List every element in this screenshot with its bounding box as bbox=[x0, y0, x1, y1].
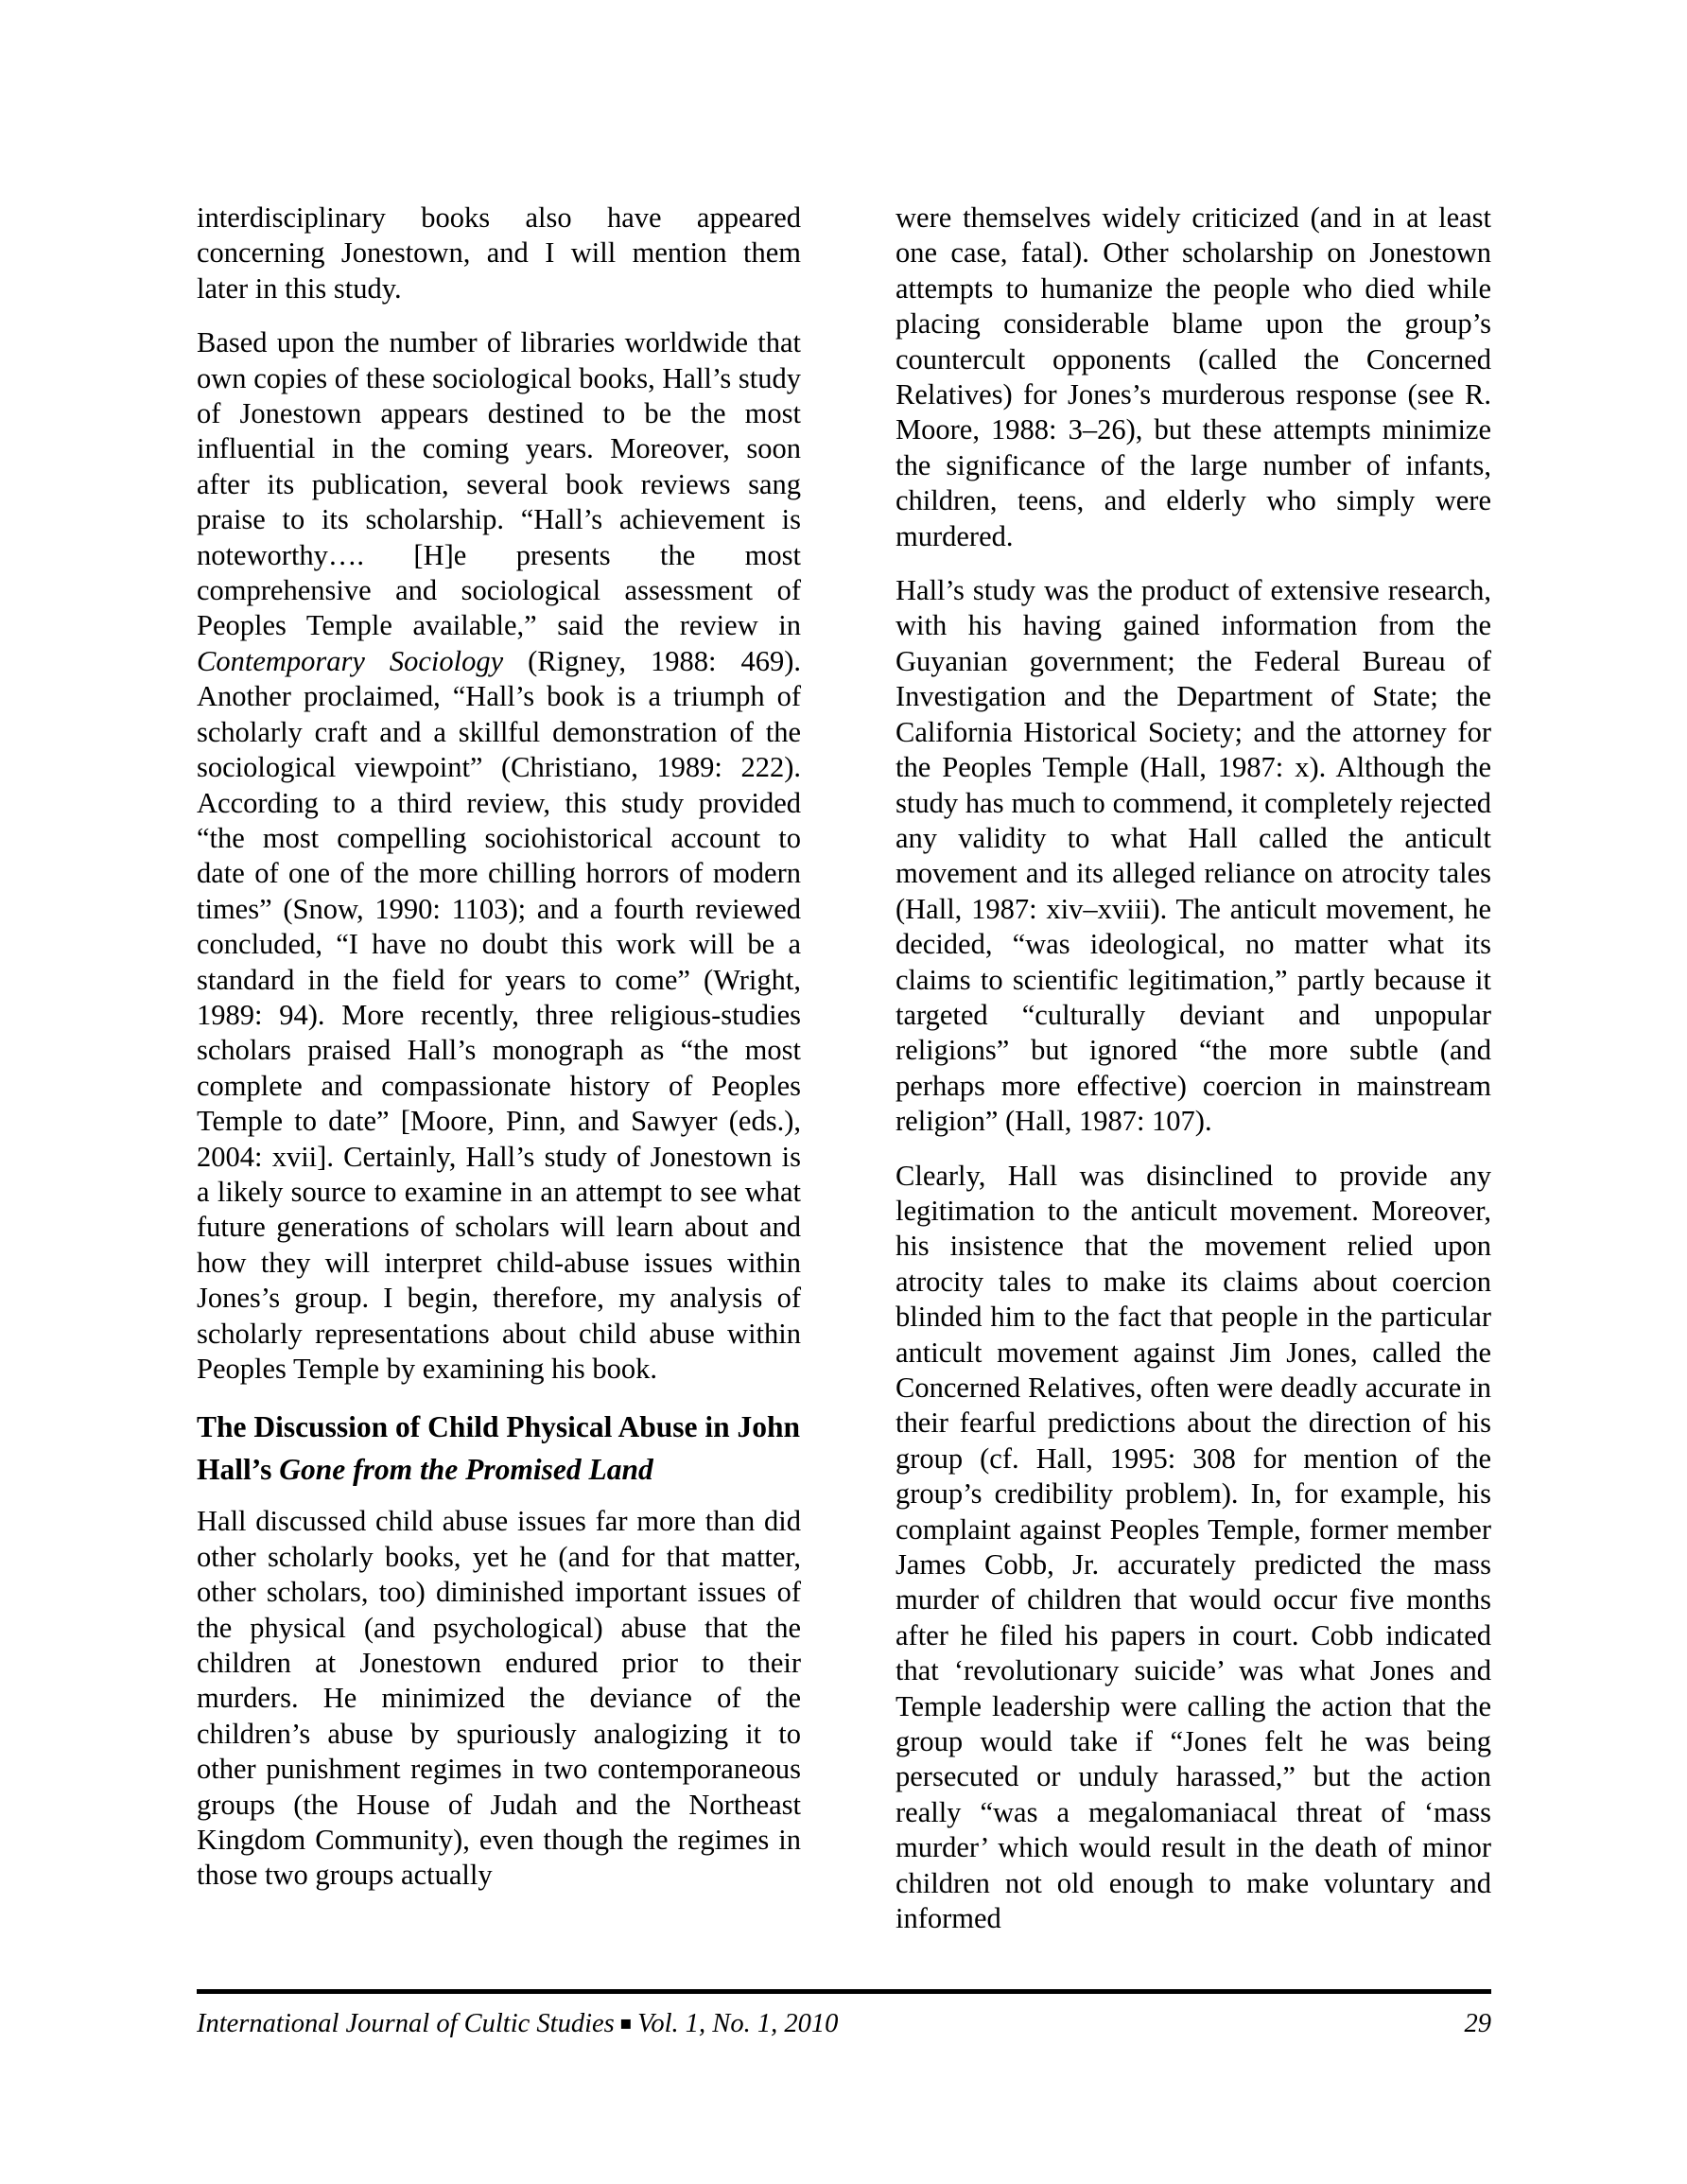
section-heading bbox=[197, 1406, 801, 1491]
section-heading-text: The Discussion of Child Physical Abuse in John Hall’s bbox=[197, 1410, 801, 1487]
footer-rule bbox=[197, 1989, 1491, 1994]
paragraph-concerned-relatives: Clearly, Hall was disinclined to provide any legitimation to the anticult movement. Moreover, his insistence that the movement relied upon atrocity tales to make its claims about coercion blinded him to the fact that people in the particular anticult movement against Jim Jones, called the Concerned Relatives, often were deadly accurate in their fearful predictions about the direction of his group (cf. Hall, 1995: 308 for mention of the group’s credibility problem). In, for example, his complaint against Peoples Temple, former member James Cobb, Jr. accurately predicted the mass murder of children that would occur five months after he filed his papers in court. Cobb indicated that ‘revolutionary suicide’ was what Jones and Temple leadership were calling the action that the group would take if “Jones felt he was being persecuted or unduly harassed,” but the action really “was a megalomaniacal threat of ‘mass murder’ which would result in the death of minor children not old enough to make voluntary and informed bbox=[896, 1159, 1491, 1935]
issue-info: Vol. 1, No. 1, 2010 bbox=[637, 2009, 839, 2038]
paragraph-hall-discussion: Hall discussed child abuse issues far more than did other scholarly books, yet he (and for that matter, other scholars, too) diminished important issues of the physical (and psychological) abuse that the children at Jonestown endured prior to their murders. He minimized the deviance of the children’s abuse by spuriously analogizing it to other punishment regimes in two contemporaneous groups (the House of Judah and the Northeast Kingdom Community), even though the regimes in those two groups actually bbox=[197, 1505, 801, 1892]
page-number: 29 bbox=[1464, 2009, 1491, 2038]
paragraph-hall-reviews bbox=[197, 325, 801, 1387]
journal-name-italic: Contemporary Sociology bbox=[197, 644, 504, 677]
paragraph-text: (Rigney, 1988: 469). Another proclaimed, “Hall’s book is a triumph of scholarly craft and a skillful demonstration of the sociological viewpoint” (Christiano, 1989: 222). According to a third review, this study provided “the most compelling sociohistorical account to date of one of the more chilling horrors of modern times” (Snow, 1990: 1103); and a fourth reviewed concluded, “I have no doubt this work will be a standard in the field for years to come” (Wright, 1989: 94). More recently, three religious-studies scholars praised Hall’s monograph as “the most complete and compassionate history of Peoples Temple to date” [Moore, Pinn, and Sawyer (eds.), 2004: xvii]. Certainly, Hall’s study of Jonestown is a likely source to examine in an attempt to see what future generations of scholars will learn about and how they will interpret child-abuse issues within Jones’s group. I begin, therefore, my analysis of scholarly representations about child abuse within Peoples Temple by examining his book. bbox=[197, 644, 801, 1385]
paragraph-hall-research: Hall’s study was the product of extensive research, with his having gained information from the Guyanian government; the Federal Bureau of Investigation and the Department of State; the California Historical Society; and the attorney for the Peoples Temple (Hall, 1987: x). Although the study has much to commend, it completely rejected any validity to what Hall called the anticult movement and its alleged reliance on atrocity tales (Hall, 1987: xiv–xviii). The anticult movement, he decided, “was ideological, no matter what its claims to scientific legitimation,” partly because it targeted “culturally deviant and unpopular religions” but ignored “the more subtle (and perhaps more effective) coercion in mainstream religion” (Hall, 1987: 107). bbox=[896, 574, 1491, 1138]
square-bullet-icon: ■ bbox=[619, 2014, 633, 2035]
right-column bbox=[896, 201, 1491, 1937]
journal-title: International Journal of Cultic Studies bbox=[197, 2009, 615, 2038]
page-body bbox=[197, 201, 1491, 1937]
page-footer bbox=[197, 1989, 1491, 2042]
paragraph-intro-continuation: interdisciplinary books also have appeared concerning Jonestown, and I will mention them later in this study. bbox=[197, 201, 801, 305]
left-column bbox=[197, 201, 801, 1937]
footer-row bbox=[197, 2008, 1491, 2042]
paragraph-criticized-groups: were themselves widely criticized (and in at least one case, fatal). Other scholarship on Jonestown attempts to humanize the people who died while placing considerable blame upon the group’s countercult opponents (called the Concerned Relatives) for Jones’s murderous response (see R. Moore, 1988: 3–26), but these attempts minimize the significance of the large number of infants, children, teens, and elderly who simply were murdered. bbox=[896, 201, 1491, 552]
paragraph-text: Based upon the number of libraries worldwide that own copies of these sociological books, Hall’s study of Jonestown appears destined to be the most influential in the coming years. Moreover, soon after its publication, several book reviews sang praise to its scholarship. “Hall’s achievement is noteworthy…. [H]e presents the most comprehensive and sociological assessment of Peoples Temple available,” said the review in bbox=[197, 326, 801, 642]
footer-journal-line bbox=[197, 2008, 838, 2042]
book-title-italic: Gone from the Promised Land bbox=[279, 1453, 653, 1487]
